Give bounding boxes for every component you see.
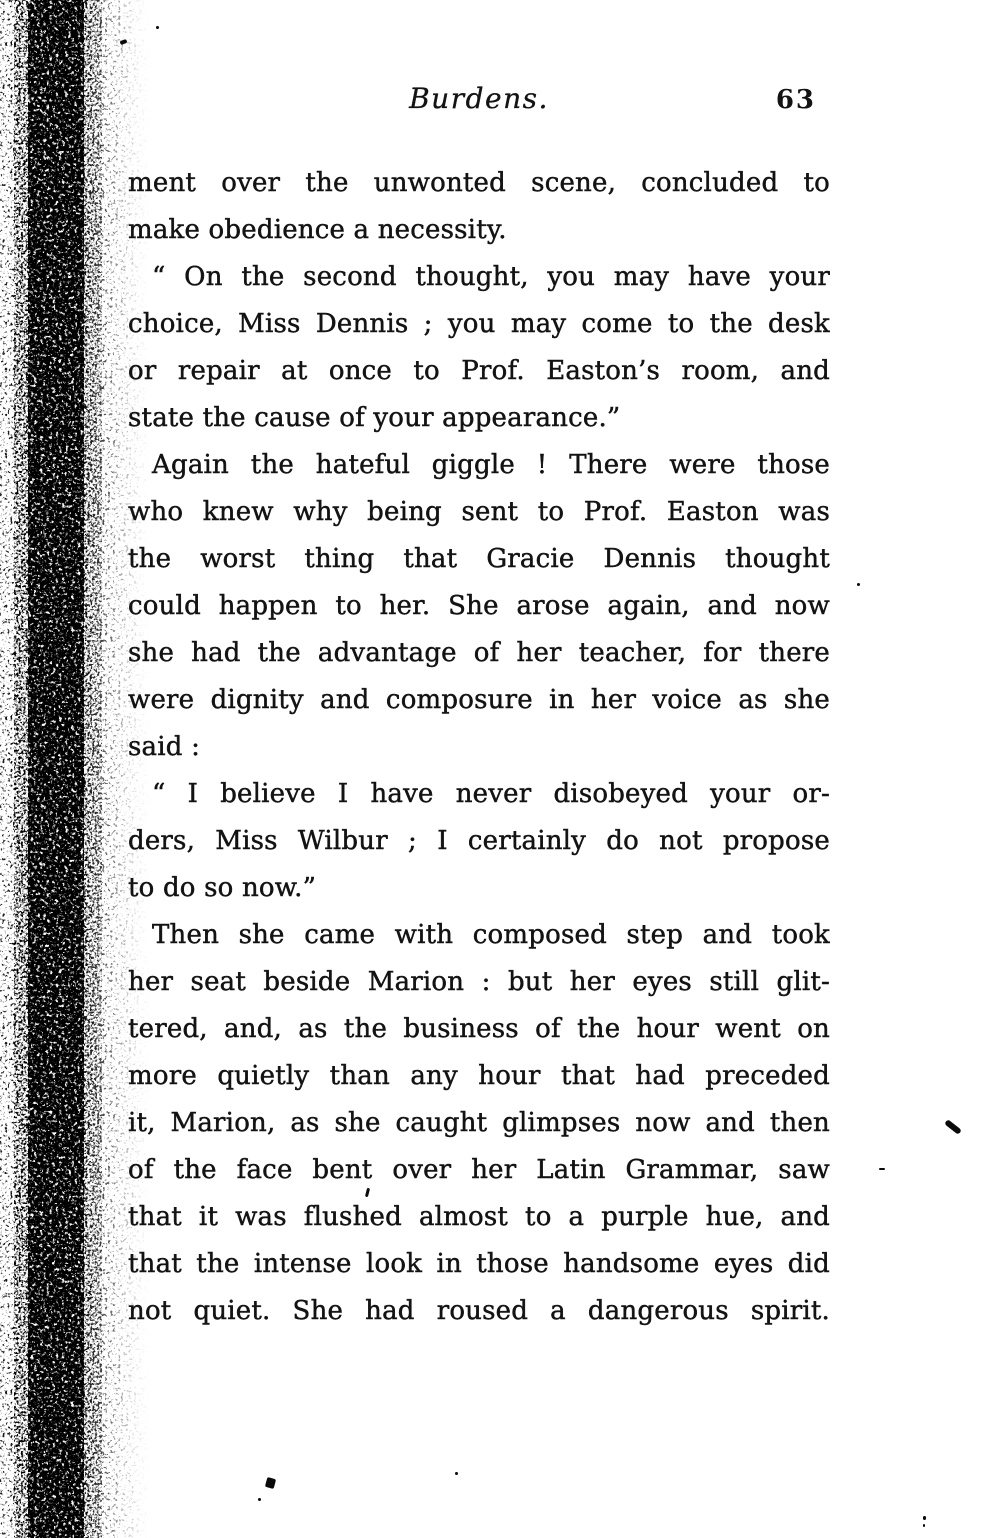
text-line: to do so now.” [128,873,317,903]
ink-speck [258,1498,261,1501]
text-line: “ On the second thought, you may have your [152,262,830,292]
text-line: it, Marion, as she caught glimpses now and then [128,1108,830,1138]
text-line: “ I believe I have never disobeyed your or- [152,779,830,809]
text-line: said : [128,732,201,762]
text-line: of the face bent over her Latin Grammar, saw [128,1155,830,1185]
text-line: she had the advantage of her teacher, for there [128,638,830,668]
running-head [128,82,830,120]
text-line: Again the hateful giggle ! There were those [152,450,830,480]
text-line: more quietly than any hour that had preceded [128,1061,830,1091]
text-line: state the cause of your appearance.” [128,403,621,433]
ink-speck [923,1524,925,1527]
paragraph [128,254,830,442]
text-line: tered, and, as the business of the hour went on [128,1014,830,1044]
ink-speck [156,26,159,29]
text-line: Then she came with composed step and took [152,920,830,950]
text-line: ders, Miss Wilbur ; I certainly do not propose [128,826,830,856]
paragraph [128,160,830,254]
ink-speck [879,1168,885,1170]
page-body [128,160,830,1335]
paragraph [128,442,830,771]
page-number: 63 [775,85,816,115]
ink-speck [857,583,860,586]
text-line: ment over the unwonted scene, concluded to [128,168,830,198]
paragraph [128,771,830,912]
text-line: the worst thing that Gracie Dennis thought [128,544,830,574]
running-title: Burdens. [409,82,549,115]
ink-speck [944,1119,962,1135]
paragraph [128,912,830,1335]
ink-speck [265,1477,276,1489]
text-line: who knew why being sent to Prof. Easton was [128,497,830,527]
ink-speck [455,1472,458,1475]
text-line: choice, Miss Dennis ; you may come to the desk [128,309,830,339]
ink-speck [923,1516,926,1520]
text-line: make obedience a necessity. [128,215,507,245]
text-line: not quiet. She had roused a dangerous spirit. [128,1296,830,1326]
text-line: her seat beside Marion : but her eyes still glit- [128,967,830,997]
text-line: could happen to her. She arose again, and now [128,591,830,621]
text-line: that it was flushed almost to a purple hue, and [128,1202,830,1232]
text-line: or repair at once to Prof. Easton’s room, and [128,356,830,386]
text-line: were dignity and composure in her voice as she [128,685,830,715]
text-line: that the intense look in those handsome eyes did [128,1249,830,1279]
